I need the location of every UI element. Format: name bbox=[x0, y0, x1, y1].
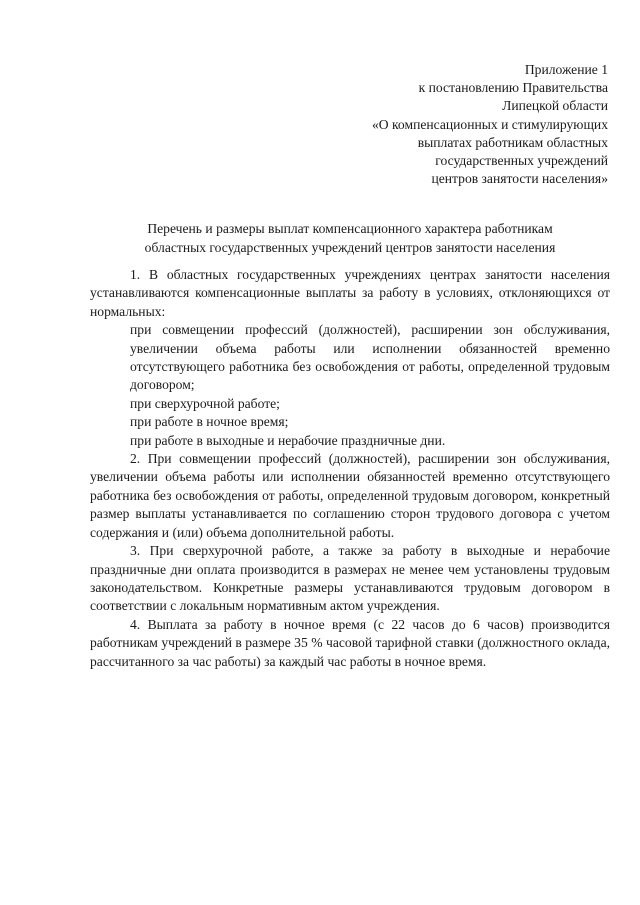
document-title-line-2: областных государственных учреждений центров занятости населения bbox=[144, 240, 556, 255]
appendix-line: к постановлению Правительства bbox=[418, 80, 608, 96]
appendix-line: Липецкой области bbox=[502, 98, 608, 114]
document-title bbox=[90, 219, 610, 257]
list-item-weekend-work: при работе в выходные и нерабочие праздничные дни. bbox=[130, 432, 446, 448]
document-body bbox=[90, 266, 610, 671]
paragraph-4: 4. Выплата за работу в ночное время (с 22 часов до 6 часов) производится работникам учреждений в размере 35 % часовой тарифной ставки (должностного оклада, рассчитанного за час работы) за каждый час работы в ночное время. bbox=[90, 616, 610, 669]
list-item-overtime: при сверхурочной работе; bbox=[130, 395, 280, 411]
list-item-night-work: при работе в ночное время; bbox=[130, 414, 289, 430]
list-item-combining-professions: при совмещении профессий (должностей), расширении зон обслуживания, увеличении объема работы или исполнении обязанностей временно отсутствующего работника без освобождения от работы, определенной трудовым договором; bbox=[130, 322, 610, 393]
appendix-line: «О компенсационных и стимулирующих bbox=[372, 116, 608, 132]
paragraph-1: 1. В областных государственных учреждениях центрах занятости населения устанавливаются компенсационные выплаты за работу в условиях, отклоняющихся от нормальных: bbox=[90, 267, 610, 319]
appendix-line: выплатах работникам областных bbox=[417, 134, 608, 150]
appendix-line: государственных учреждений bbox=[435, 153, 608, 169]
paragraph-2: 2. При совмещении профессий (должностей), расширении зон обслуживания, увеличении объема работы или исполнении обязанностей временно отсутствующего работника без освобождения от работы, определенной трудовым договором, конкретный размер выплаты устанавливается по соглашению сторон трудового договора с учетом содержания и (или) объема дополнительной работы. bbox=[90, 451, 610, 540]
paragraph-3: 3. При сверхурочной работе, а также за работу в выходные и нерабочие праздничные дни оплата производится в размерах не менее чем установлены трудовым законодательством. Конкретные размеры устанавливаются трудовым договором в соответствии с локальным нормативным актом учреждения. bbox=[90, 543, 610, 614]
document-title-line-1: Перечень и размеры выплат компенсационного характера работникам bbox=[147, 221, 553, 236]
appendix-header bbox=[288, 61, 608, 188]
appendix-line: Приложение 1 bbox=[524, 62, 608, 77]
appendix-line: центров занятости населения» bbox=[431, 171, 608, 187]
